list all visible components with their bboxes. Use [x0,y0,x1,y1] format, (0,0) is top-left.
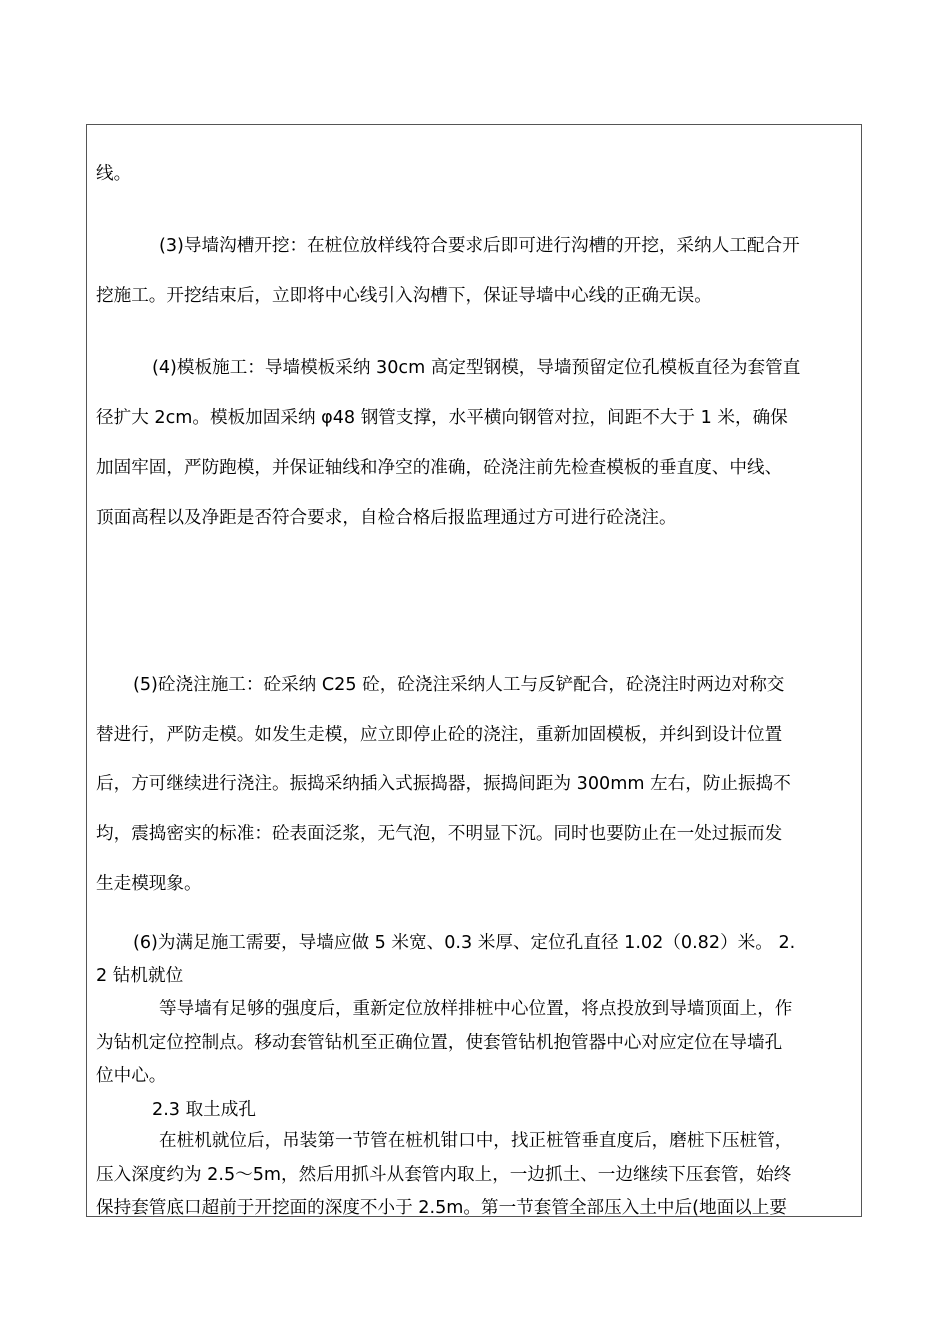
paragraph-3-heading-line: (3)导墙沟槽开挖：在桩位放样线符合要求后即可进行沟槽的开挖，采纳人工配合开 [159,236,800,256]
paragraph-6-heading-line: (6)为满足施工需要，导墙应做 5 米宽、0.3 米厚、定位孔直径 1.02（0.82）米。 2. [133,933,796,953]
text-line: 替进行，严防走模。如发生走模，应立即停止砼的浇注，重新加固模板，并纠到设计位置 [96,725,783,745]
text-line: 线。 [96,164,132,184]
text-line: 加固牢固，严防跑模，并保证轴线和净空的准确，砼浇注前先检查模板的垂直度、中线、 [96,458,783,478]
text-line: 位中心。 [96,1066,167,1086]
text-line: 压入深度约为 2.5～5m，然后用抓斗从套管内取上，一边抓土、一边继续下压套管，始终 [96,1165,792,1185]
text-line: 生走模现象。 [96,874,202,894]
section-2-2-heading: 2 钻机就位 [96,966,184,986]
text-line: 均，震捣密实的标准：砼表面泛浆，无气泡，不明显下沉。同时也要防止在一处过振而发 [96,824,783,844]
section-2-3-heading: 2.3 取土成孔 [152,1100,256,1120]
text-line: 顶面高程以及净距是否符合要求，自检合格后报监理通过方可进行砼浇注。 [96,508,677,528]
text-line: 为钻机定位控制点。移动套管钻机至正确位置，使套管钻机抱管器中心对应定位在导墙孔 [96,1033,783,1053]
paragraph-5-heading-line: (5)砼浇注施工：砼采纳 C25 砼，砼浇注采纳人工与反铲配合，砼浇注时两边对称交 [133,675,785,695]
text-line: 在桩机就位后，吊装第一节管在桩机钳口中，找正桩管垂直度后，磨桩下压桩管， [159,1131,793,1151]
document-frame [86,124,862,1217]
text-line: 径扩大 2cm。模板加固采纳 φ48 钢管支撑，水平横向钢管对拉，间距不大于 1 米，确保 [96,408,788,428]
text-line: 挖施工。开挖结束后，立即将中心线引入沟槽下，保证导墙中心线的正确无误。 [96,286,712,306]
text-line: 等导墙有足够的强度后，重新定位放样排桩中心位置，将点投放到导墙顶面上，作 [159,999,793,1019]
text-line: 后，方可继续进行浇注。振捣采纳插入式振捣器，振捣间距为 300mm 左右，防止振捣不 [96,774,791,794]
text-line: 保持套管底口超前于开挖面的深度不小于 2.5m。第一节套管全部压入土中后(地面以上要 [96,1198,787,1217]
paragraph-4-heading-line: (4)模板施工：导墙模板采纳 30cm 高定型钢模，导墙预留定位孔模板直径为套管直 [152,358,801,378]
